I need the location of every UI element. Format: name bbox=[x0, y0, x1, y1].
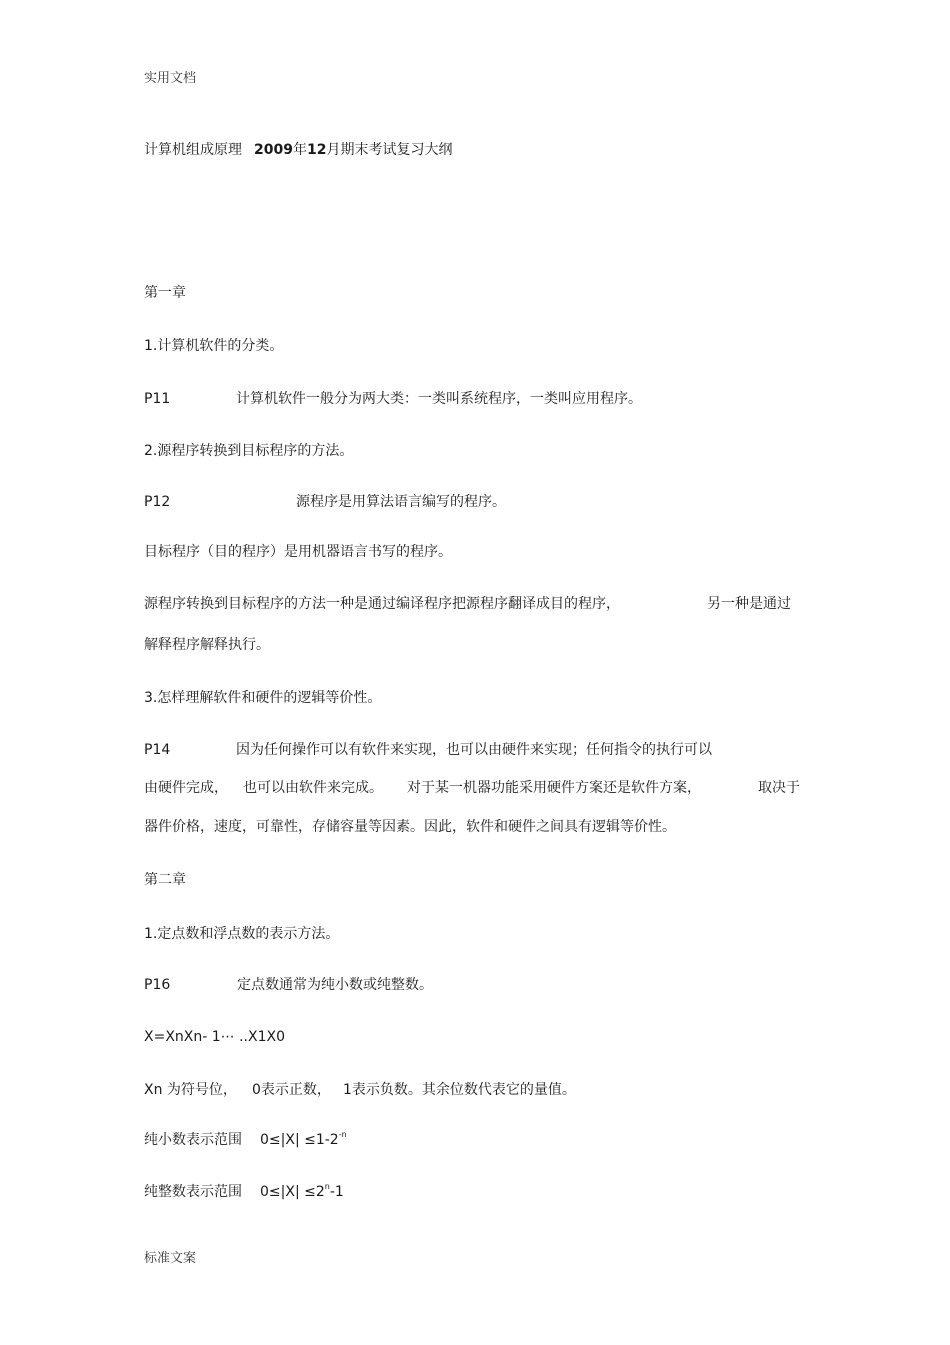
integer-range-label: 纯整数表示范围 bbox=[144, 1184, 242, 1200]
page-ref: P11 bbox=[144, 391, 171, 407]
ch1-answer-2-line-4: 解释程序解释执行。 bbox=[144, 637, 270, 653]
integer-expr-tail: -1 bbox=[329, 1184, 344, 1200]
title-nian: 年 bbox=[292, 142, 307, 158]
answer-text-b: 也可以由软件来完成。 bbox=[243, 780, 383, 796]
fixed-point-formula: X=XnXn- 1⋯ ..X1X0 bbox=[144, 1029, 286, 1045]
integer-expr-base: 0≤|X| ≤2 bbox=[260, 1184, 325, 1200]
page-footer: 标准文案 bbox=[144, 1251, 197, 1266]
ch1-question-1: 1.计算机软件的分类。 bbox=[144, 338, 284, 354]
answer-text-c: 对于某一机器功能采用硬件方案还是软件方案， bbox=[407, 780, 701, 796]
title-month: 12 bbox=[306, 142, 327, 158]
ch2-question-1: 1.定点数和浮点数的表示方法。 bbox=[144, 926, 340, 942]
fraction-range-expr bbox=[260, 1131, 347, 1149]
answer-text-cont: 另一种是通过 bbox=[707, 596, 791, 612]
ch1-answer-3-line-3: 器件价格，速度，可靠性，存储容量等因素。因此，软件和硬件之间具有逻辑等价性。 bbox=[144, 819, 676, 835]
ch1-answer-2 bbox=[144, 493, 506, 511]
document-title bbox=[144, 141, 452, 159]
answer-text: 计算机软件一般分为两大类：一类叫系统程序，一类叫应用程序。 bbox=[236, 391, 642, 407]
title-year: 2009 bbox=[254, 142, 293, 158]
fraction-range-label: 纯小数表示范围 bbox=[144, 1132, 242, 1148]
page-ref: P14 bbox=[144, 742, 171, 758]
integer-range-expr bbox=[260, 1183, 344, 1201]
ch1-question-3: 3.怎样理解软件和硬件的逻辑等价性。 bbox=[144, 690, 382, 706]
page-ref: P16 bbox=[144, 977, 171, 993]
answer-text: 定点数通常为纯小数或纯整数。 bbox=[237, 977, 433, 993]
sign-bit-text: Xn 为符号位， bbox=[144, 1082, 237, 1098]
chapter-2-heading: 第二章 bbox=[144, 872, 186, 888]
ch2-answer-1 bbox=[144, 976, 433, 994]
ch1-question-2: 2.源程序转换到目标程序的方法。 bbox=[144, 443, 354, 459]
page-header: 实用文档 bbox=[144, 71, 197, 86]
answer-text: 源程序是用算法语言编写的程序。 bbox=[296, 494, 506, 510]
integer-expr-exponent: n bbox=[324, 1182, 330, 1191]
answer-text: 因为任何操作可以有软件来实现，也可以由硬件来实现；任何指令的执行可以 bbox=[236, 742, 712, 758]
positive-text: 0表示正数， bbox=[252, 1082, 331, 1098]
negative-text: 1表示负数。其余位数代表它的量值。 bbox=[343, 1082, 576, 1098]
fraction-expr-base: 0≤|X| ≤1-2 bbox=[260, 1132, 339, 1148]
title-subject: 计算机组成原理 bbox=[144, 142, 242, 158]
fraction-expr-exponent: -n bbox=[338, 1130, 347, 1139]
chapter-1-heading: 第一章 bbox=[144, 285, 186, 301]
answer-text-d: 取决于 bbox=[758, 780, 800, 796]
answer-text-a: 由硬件完成， bbox=[144, 780, 228, 796]
page-ref: P12 bbox=[144, 494, 171, 510]
ch1-answer-1 bbox=[144, 390, 642, 408]
ch1-answer-3-line-2 bbox=[144, 779, 800, 797]
ch1-answer-2-line-3 bbox=[144, 595, 791, 613]
ch1-answer-3 bbox=[144, 741, 712, 759]
title-rest: 月期末考试复习大纲 bbox=[326, 142, 453, 158]
answer-text: 源程序转换到目标程序的方法一种是通过编译程序把源程序翻译成目的程序， bbox=[144, 596, 620, 612]
ch1-answer-2-line-2: 目标程序（目的程序）是用机器语言书写的程序。 bbox=[144, 544, 452, 560]
sign-bit-description bbox=[144, 1081, 576, 1099]
